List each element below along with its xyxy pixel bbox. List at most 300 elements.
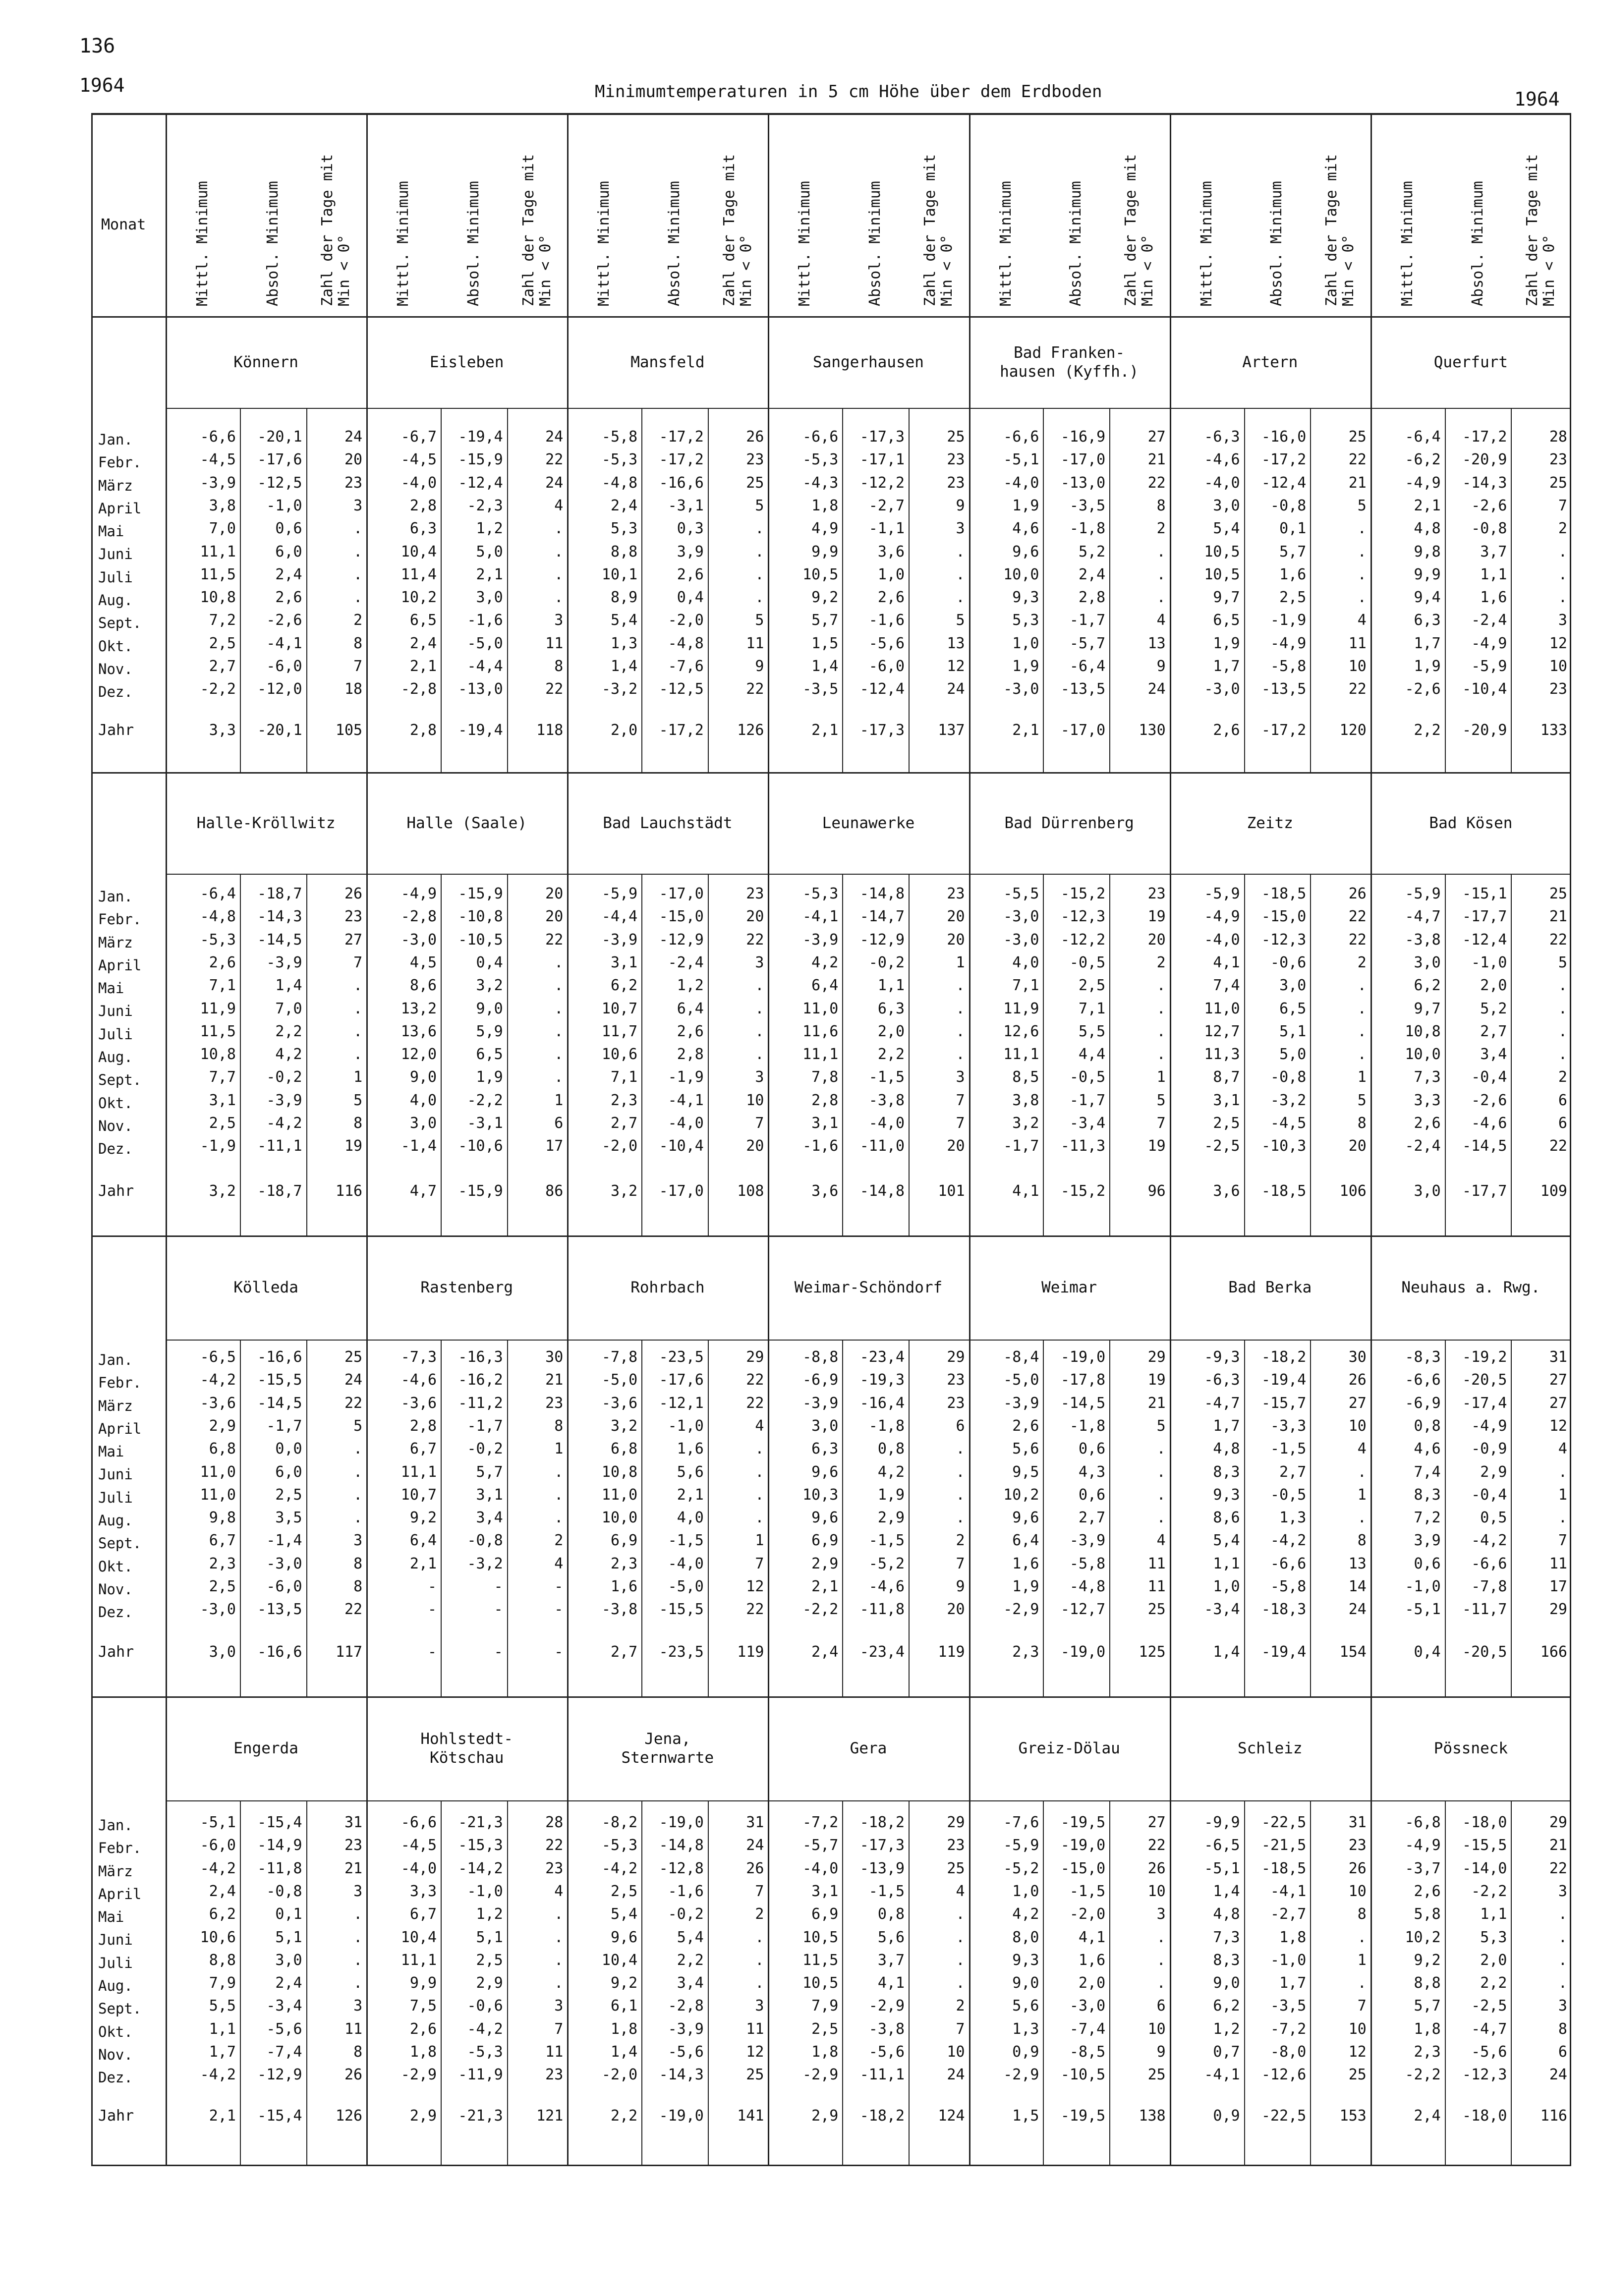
mittl-min-cell: -5,3 <box>802 451 839 469</box>
frost-days-year-cell: 101 <box>938 1182 965 1200</box>
column-header-col2: Absol. Minimum <box>866 181 884 306</box>
column-header-col2: Absol. Minimum <box>666 181 684 306</box>
mittl-min-cell: -2,9 <box>1003 2066 1039 2084</box>
mittl-min-cell: -4,6 <box>400 1371 437 1389</box>
absol-min-cell: 3,5 <box>275 1509 302 1527</box>
absol-min-cell: 5,3 <box>1480 1928 1507 1946</box>
mittl-min-cell: 2,6 <box>1012 1417 1039 1435</box>
absol-min-cell: -21,3 <box>458 1814 503 1831</box>
mittl-min-cell: -2,2 <box>802 1601 839 1619</box>
absol-min-cell: -21,5 <box>1261 1837 1307 1854</box>
mittl-min-cell: -6,6 <box>802 428 839 446</box>
frost-days-cell: . <box>353 1046 363 1064</box>
frost-days-cell: 13 <box>1147 634 1166 652</box>
absol-min-cell: -0,2 <box>668 1905 704 1923</box>
station-name: Greiz-Dölau <box>1018 1739 1120 1757</box>
mittl-min-cell: -6,9 <box>1405 1394 1441 1412</box>
mittl-min-cell: 11,9 <box>1003 1000 1039 1017</box>
absol-min-cell: -0,6 <box>1270 953 1307 971</box>
frost-days-cell: . <box>956 1046 965 1064</box>
frost-days-cell: . <box>1357 1463 1367 1481</box>
frost-days-cell: 7 <box>755 1115 764 1132</box>
frost-days-cell: 24 <box>545 428 564 446</box>
frost-days-cell: 24 <box>746 1837 764 1854</box>
absol-min-cell: -1,0 <box>668 1417 704 1435</box>
table-right-border <box>1570 113 1571 2166</box>
absol-min-cell: -12,5 <box>659 680 704 698</box>
absol-min-cell: -4,6 <box>1471 1115 1507 1132</box>
mittl-min-year-cell: 2,6 <box>1213 722 1240 739</box>
frost-days-cell: 11 <box>746 2020 764 2038</box>
frost-days-cell: 11 <box>1147 1555 1166 1572</box>
frost-days-cell: 31 <box>344 1814 363 1831</box>
mittl-min-cell: 7,1 <box>610 1068 638 1086</box>
absol-min-cell: -4,2 <box>1471 1532 1507 1550</box>
frost-days-cell: 24 <box>344 1371 363 1389</box>
absol-min-cell: 3,6 <box>877 543 905 560</box>
absol-min-cell: -17,0 <box>1060 451 1106 469</box>
mittl-min-cell: 1,9 <box>1012 497 1039 514</box>
frost-days-cell: 10 <box>1549 658 1567 675</box>
absol-min-cell: -19,0 <box>1060 1837 1106 1854</box>
mittl-min-year-cell: 3,0 <box>1414 1182 1441 1200</box>
frost-days-cell: . <box>1558 1905 1567 1923</box>
frost-days-cell: 7 <box>956 1555 965 1572</box>
absol-min-cell: 2,7 <box>1279 1463 1307 1481</box>
column-header-col1: Mittl. Minimum <box>193 181 211 306</box>
frost-days-cell: . <box>1558 1022 1567 1040</box>
absol-min-cell: -19,2 <box>1462 1348 1507 1366</box>
mittl-min-cell: -4,3 <box>802 474 839 492</box>
mittl-min-cell: 2,5 <box>209 1115 236 1132</box>
absol-min-cell: -5,8 <box>1270 658 1307 675</box>
absol-min-cell: 5,1 <box>1279 1022 1307 1040</box>
mittl-min-cell: -5,9 <box>1405 885 1441 902</box>
frost-days-year-cell: 130 <box>1139 722 1166 739</box>
station-name: Kölleda <box>233 1279 298 1296</box>
mittl-min-cell: -6,7 <box>400 428 437 446</box>
frost-days-cell: 2 <box>956 1532 965 1550</box>
mittl-min-cell: 10,8 <box>601 1463 638 1481</box>
absol-min-cell: -0,9 <box>1471 1440 1507 1458</box>
column-header-col3: Zahl der Tage mit Min < 0° <box>1122 154 1156 306</box>
mittl-min-cell: 4,5 <box>409 953 437 971</box>
frost-days-cell: . <box>956 977 965 995</box>
frost-days-cell: . <box>956 1928 965 1946</box>
absol-min-cell: -0,2 <box>467 1440 503 1458</box>
mittl-min-cell: 8,7 <box>1213 1068 1240 1086</box>
absol-min-cell: -23,5 <box>659 1348 704 1366</box>
absol-min-year-cell: -18,7 <box>257 1182 302 1200</box>
frost-days-cell: . <box>956 565 965 583</box>
mittl-min-cell: -5,3 <box>802 885 839 902</box>
mittl-min-cell: 6,8 <box>209 1440 236 1458</box>
mittl-min-cell: 2,5 <box>209 634 236 652</box>
absol-min-cell: 6,4 <box>677 1000 704 1017</box>
mittl-min-cell: 1,7 <box>1213 658 1240 675</box>
absol-min-cell: -17,4 <box>1462 1394 1507 1412</box>
frost-days-cell: 10 <box>1348 658 1367 675</box>
frost-days-year-cell: 120 <box>1339 722 1367 739</box>
mittl-min-cell: 7,4 <box>1213 977 1240 995</box>
mittl-min-cell: 1,3 <box>1012 2020 1039 2038</box>
mittl-min-cell: 11,5 <box>802 1951 839 1969</box>
station-name: Jena, Sternwarte <box>621 1730 714 1767</box>
absol-min-cell: -0,8 <box>1471 520 1507 538</box>
absol-min-year-cell: -18,0 <box>1462 2107 1507 2125</box>
frost-days-cell: 23 <box>746 451 764 469</box>
mittl-min-cell: -5,9 <box>1003 1837 1039 1854</box>
mittl-min-cell: 5,6 <box>1012 1997 1039 2015</box>
mittl-min-cell: -5,2 <box>1003 1859 1039 1877</box>
frost-days-cell: 20 <box>947 1137 965 1155</box>
absol-min-cell: -2,9 <box>868 1997 905 2015</box>
mittl-min-cell: 3,3 <box>409 1882 437 1900</box>
mittl-min-cell: 7,2 <box>1414 1509 1441 1527</box>
mittl-min-cell: 4,1 <box>1213 953 1240 971</box>
frost-days-cell: 20 <box>947 1601 965 1619</box>
mittl-min-cell: 7,5 <box>409 1997 437 2015</box>
frost-days-cell: 23 <box>1549 451 1567 469</box>
frost-days-cell: 2 <box>1558 520 1567 538</box>
mittl-min-cell: 5,4 <box>610 1905 638 1923</box>
mittl-min-cell: 3,8 <box>1012 1091 1039 1109</box>
frost-days-cell: 11 <box>545 2043 564 2061</box>
mittl-min-cell: -3,2 <box>601 680 638 698</box>
mittl-min-cell: -4,2 <box>200 1859 236 1877</box>
frost-days-cell: 22 <box>746 1601 764 1619</box>
frost-days-cell: 31 <box>746 1814 764 1831</box>
frost-days-cell: 8 <box>353 1555 363 1572</box>
absol-min-cell: 0,6 <box>275 520 302 538</box>
frost-days-cell: 18 <box>344 680 363 698</box>
frost-days-year-cell: 108 <box>737 1182 764 1200</box>
header-bottom-rule <box>91 316 1571 318</box>
mittl-min-cell: -4,8 <box>200 908 236 926</box>
mittl-min-cell: 5,3 <box>1012 612 1039 629</box>
absol-min-year-cell: -17,2 <box>659 722 704 739</box>
station-name: Bad Dürrenberg <box>1004 814 1134 832</box>
mittl-min-cell: -2,6 <box>1405 680 1441 698</box>
frost-days-cell: 22 <box>344 1601 363 1619</box>
mittl-min-cell: 5,5 <box>209 1997 236 2015</box>
frost-days-cell: 29 <box>1549 1601 1567 1619</box>
absol-min-year-cell: -15,9 <box>458 1182 503 1200</box>
mittl-min-cell: -5,7 <box>802 1837 839 1854</box>
mittl-min-cell: 4,9 <box>811 520 839 538</box>
absol-min-cell: 6,0 <box>275 543 302 560</box>
frost-days-cell: . <box>1156 977 1166 995</box>
absol-min-cell: -1,7 <box>1069 612 1106 629</box>
mittl-min-cell: -2,4 <box>1405 1137 1441 1155</box>
mittl-min-cell: 13,2 <box>400 1000 437 1017</box>
frost-days-cell: . <box>956 543 965 560</box>
frost-days-cell: 10 <box>1147 1882 1166 1900</box>
mittl-min-cell: 11,0 <box>200 1463 236 1481</box>
mittl-min-cell: 11,1 <box>1003 1046 1039 1064</box>
absol-min-cell: 0,5 <box>1480 1509 1507 1527</box>
absol-min-year-cell: -17,3 <box>859 722 905 739</box>
mittl-min-cell: -1,4 <box>400 1137 437 1155</box>
frost-days-cell: 9 <box>1156 2043 1166 2061</box>
mittl-min-cell: 13,6 <box>400 1022 437 1040</box>
mittl-min-cell: 7,9 <box>209 1974 236 1992</box>
mittl-min-cell: 6,2 <box>1414 977 1441 995</box>
frost-days-cell: . <box>554 953 564 971</box>
frost-days-cell: 1 <box>353 1068 363 1086</box>
frost-days-cell: 17 <box>545 1137 564 1155</box>
absol-min-cell: -2,8 <box>668 1997 704 2015</box>
absol-min-cell: 1,1 <box>877 977 905 995</box>
mittl-min-cell: 11,7 <box>601 1022 638 1040</box>
frost-days-cell: 4 <box>554 1555 564 1572</box>
frost-days-cell: 11 <box>746 634 764 652</box>
frost-days-cell: . <box>1156 1951 1166 1969</box>
frost-days-cell: 12 <box>746 1578 764 1595</box>
absol-min-cell: 0,4 <box>677 589 704 607</box>
frost-days-cell: . <box>1357 1509 1367 1527</box>
frost-days-year-cell: 96 <box>1147 1182 1166 1200</box>
mittl-min-cell: 6,3 <box>409 520 437 538</box>
mittl-min-cell: -2,2 <box>1405 2066 1441 2084</box>
mittl-min-cell: 10,4 <box>400 1928 437 1946</box>
absol-min-cell: -11,3 <box>1060 1137 1106 1155</box>
absol-min-year-cell: -14,8 <box>859 1182 905 1200</box>
mittl-min-cell: 5,6 <box>1012 1440 1039 1458</box>
mittl-min-cell: 4,0 <box>409 1091 437 1109</box>
frost-days-cell: . <box>1357 520 1367 538</box>
frost-days-cell: . <box>755 1440 764 1458</box>
absol-min-cell: -15,5 <box>257 1371 302 1389</box>
mittl-min-cell: -9,3 <box>1204 1348 1240 1366</box>
frost-days-cell: . <box>956 1000 965 1017</box>
frost-days-cell: 3 <box>554 1997 564 2015</box>
mittl-min-cell: 8,3 <box>1213 1463 1240 1481</box>
absol-min-cell: -17,0 <box>659 885 704 902</box>
mittl-min-cell: 3,0 <box>811 1417 839 1435</box>
mittl-min-cell: 2,5 <box>209 1578 236 1595</box>
mittl-min-cell: -5,3 <box>200 931 236 949</box>
absol-min-cell: -11,8 <box>859 1601 905 1619</box>
mittl-min-cell: -6,2 <box>1405 451 1441 469</box>
absol-min-cell: -17,1 <box>859 451 905 469</box>
mittl-min-cell: 1,9 <box>1012 658 1039 675</box>
frost-days-cell: 6 <box>1558 2043 1567 2061</box>
frost-days-cell: 2 <box>1558 1068 1567 1086</box>
mittl-min-cell: -2,2 <box>200 680 236 698</box>
year-right: 1964 <box>1514 88 1560 110</box>
absol-min-cell: -7,8 <box>1471 1578 1507 1595</box>
column-header-col1: Mittl. Minimum <box>1398 181 1416 306</box>
frost-days-cell: . <box>956 1509 965 1527</box>
absol-min-cell: 1,1 <box>1480 565 1507 583</box>
absol-min-cell: 5,0 <box>476 543 503 560</box>
mittl-min-cell: -5,1 <box>1003 451 1039 469</box>
absol-min-cell: -22,5 <box>1261 1814 1307 1831</box>
frost-days-cell: . <box>1357 565 1367 583</box>
absol-min-cell: -12,3 <box>1462 2066 1507 2084</box>
mittl-min-year-cell: 2,4 <box>1414 2107 1441 2125</box>
mittl-min-cell: 7,2 <box>209 612 236 629</box>
frost-days-cell: 22 <box>746 1394 764 1412</box>
frost-days-cell: 4 <box>554 497 564 514</box>
absol-min-cell: -0,5 <box>1069 953 1106 971</box>
frost-days-year-cell: 121 <box>536 2107 564 2125</box>
mittl-min-cell: -3,8 <box>601 1601 638 1619</box>
mittl-min-cell: 9,3 <box>1012 1951 1039 1969</box>
frost-days-cell: 24 <box>1147 680 1166 698</box>
frost-days-cell: . <box>1558 1463 1567 1481</box>
absol-min-cell: -16,4 <box>859 1394 905 1412</box>
mittl-min-cell: 2,9 <box>811 1555 839 1572</box>
mittl-min-year-cell: 2,4 <box>811 1643 839 1661</box>
absol-min-cell: -4,9 <box>1270 634 1307 652</box>
absol-min-cell: -1,8 <box>868 1417 905 1435</box>
station-name: Mansfeld <box>630 353 705 371</box>
absol-min-cell: 4,2 <box>877 1463 905 1481</box>
absol-min-year-cell: - <box>494 1643 503 1661</box>
frost-days-cell: 1 <box>1357 1486 1367 1504</box>
absol-min-cell: -5,6 <box>266 2020 302 2038</box>
frost-days-cell: 21 <box>1549 1837 1567 1854</box>
absol-min-cell: -14,3 <box>1462 474 1507 492</box>
absol-min-cell: -4,2 <box>266 1115 302 1132</box>
mittl-min-cell: 6,2 <box>209 1905 236 1923</box>
mittl-min-cell: 9,8 <box>209 1509 236 1527</box>
frost-days-cell: 20 <box>545 885 564 902</box>
mittl-min-cell: 9,7 <box>1213 589 1240 607</box>
frost-days-cell: 22 <box>1147 474 1166 492</box>
mittl-min-cell: 1,9 <box>1213 634 1240 652</box>
mittl-min-cell: 9,0 <box>1213 1974 1240 1992</box>
frost-days-year-cell: 124 <box>938 2107 965 2125</box>
frost-days-cell: 11 <box>1549 1555 1567 1572</box>
frost-days-cell: . <box>1156 1463 1166 1481</box>
absol-min-cell: -3,8 <box>868 1091 905 1109</box>
absol-min-cell: -3,4 <box>1069 1115 1106 1132</box>
mittl-min-cell: 1,1 <box>1213 1555 1240 1572</box>
frost-days-cell: 6 <box>956 1417 965 1435</box>
absol-min-cell: -14,2 <box>458 1859 503 1877</box>
frost-days-cell: . <box>1558 977 1567 995</box>
mittl-min-cell: 1,0 <box>1012 1882 1039 1900</box>
absol-min-cell: 6,5 <box>1279 1000 1307 1017</box>
frost-days-cell: . <box>1357 977 1367 995</box>
mittl-min-cell: -5,9 <box>601 885 638 902</box>
absol-min-cell: -10,6 <box>458 1137 503 1155</box>
frost-days-cell: 13 <box>1348 1555 1367 1572</box>
column-header-col1: Mittl. Minimum <box>796 181 814 306</box>
absol-min-cell: 1,6 <box>1078 1951 1106 1969</box>
frost-days-cell: 4 <box>554 1882 564 1900</box>
mittl-min-cell: 10,8 <box>1405 1022 1441 1040</box>
absol-min-cell: -19,0 <box>1060 1348 1106 1366</box>
mittl-min-cell: 9,3 <box>1012 589 1039 607</box>
absol-min-cell: -11,9 <box>458 2066 503 2084</box>
mittl-min-cell: -6,5 <box>1204 1837 1240 1854</box>
absol-min-cell: -4,1 <box>668 1091 704 1109</box>
frost-days-cell: 4 <box>1357 612 1367 629</box>
mittl-min-cell: -6,0 <box>200 1837 236 1854</box>
mittl-min-cell: 1,9 <box>1012 1578 1039 1595</box>
mittl-min-cell: 10,2 <box>1003 1486 1039 1504</box>
absol-min-cell: -15,3 <box>458 1837 503 1854</box>
absol-min-cell: -12,7 <box>1060 1601 1106 1619</box>
absol-min-cell: -15,2 <box>1060 885 1106 902</box>
frost-days-cell: 7 <box>755 1555 764 1572</box>
mittl-min-cell: 1,5 <box>811 634 839 652</box>
mittl-min-cell: 2,8 <box>811 1091 839 1109</box>
station-name-rule <box>166 1800 1571 1801</box>
absol-min-cell: -16,6 <box>257 1348 302 1366</box>
absol-min-cell: -15,0 <box>1261 908 1307 926</box>
frost-days-cell: 2 <box>554 1532 564 1550</box>
mittl-min-cell: 5,4 <box>1213 1532 1240 1550</box>
absol-min-cell: 1,6 <box>1279 565 1307 583</box>
mittl-min-cell: -5,3 <box>601 1837 638 1854</box>
data-table <box>91 113 1571 2166</box>
mittl-min-cell: 11,5 <box>200 1022 236 1040</box>
mittl-min-cell: 6,7 <box>209 1532 236 1550</box>
absol-min-year-cell: -18,5 <box>1261 1182 1307 1200</box>
mittl-min-cell: 1,8 <box>610 2020 638 2038</box>
absol-min-cell: -17,2 <box>659 428 704 446</box>
mittl-min-cell: -6,8 <box>1405 1814 1441 1831</box>
mittl-min-cell: -3,8 <box>1405 931 1441 949</box>
absol-min-cell: -3,9 <box>668 2020 704 2038</box>
frost-days-year-cell: 137 <box>938 722 965 739</box>
mittl-min-cell: 5,8 <box>1414 1905 1441 1923</box>
absol-min-cell: -12,2 <box>859 474 905 492</box>
frost-days-cell: 4 <box>1156 612 1166 629</box>
absol-min-cell: -1,4 <box>266 1532 302 1550</box>
frost-days-cell: 11 <box>545 634 564 652</box>
absol-min-cell: -14,5 <box>257 1394 302 1412</box>
absol-min-cell: -0,2 <box>868 953 905 971</box>
frost-days-cell: . <box>1156 1974 1166 1992</box>
absol-min-cell: -12,4 <box>458 474 503 492</box>
frost-days-cell: . <box>353 977 363 995</box>
frost-days-cell: . <box>353 520 363 538</box>
frost-days-cell: 8 <box>1357 1115 1367 1132</box>
frost-days-cell: 21 <box>1549 908 1567 926</box>
frost-days-year-cell: 118 <box>536 722 564 739</box>
frost-days-cell: . <box>1156 565 1166 583</box>
column-header-col2: Absol. Minimum <box>1067 181 1085 306</box>
station-name: Neuhaus a. Rwg. <box>1401 1279 1540 1296</box>
absol-min-cell: -12,2 <box>1060 931 1106 949</box>
frost-days-cell: . <box>353 1905 363 1923</box>
mittl-min-cell: 10,5 <box>1204 543 1240 560</box>
absol-min-cell: -0,2 <box>266 1068 302 1086</box>
station-name: Bad Berka <box>1228 1279 1312 1296</box>
mittl-min-cell: -4,0 <box>1003 474 1039 492</box>
mittl-min-cell: 0,8 <box>1414 1417 1441 1435</box>
frost-days-cell: 25 <box>947 428 965 446</box>
absol-min-cell: 2,6 <box>677 565 704 583</box>
frost-days-cell: 24 <box>947 2066 965 2084</box>
monat-header: Monat <box>101 216 146 233</box>
frost-days-cell: 29 <box>1549 1814 1567 1831</box>
absol-min-cell: -14,5 <box>257 931 302 949</box>
frost-days-cell: . <box>1156 1509 1166 1527</box>
frost-days-cell: 3 <box>353 497 363 514</box>
block-separator <box>91 1696 1571 1698</box>
absol-min-cell: -4,0 <box>668 1555 704 1572</box>
mittl-min-cell: 12,7 <box>1204 1022 1240 1040</box>
absol-min-cell: -6,0 <box>868 658 905 675</box>
frost-days-cell: 8 <box>353 1578 363 1595</box>
